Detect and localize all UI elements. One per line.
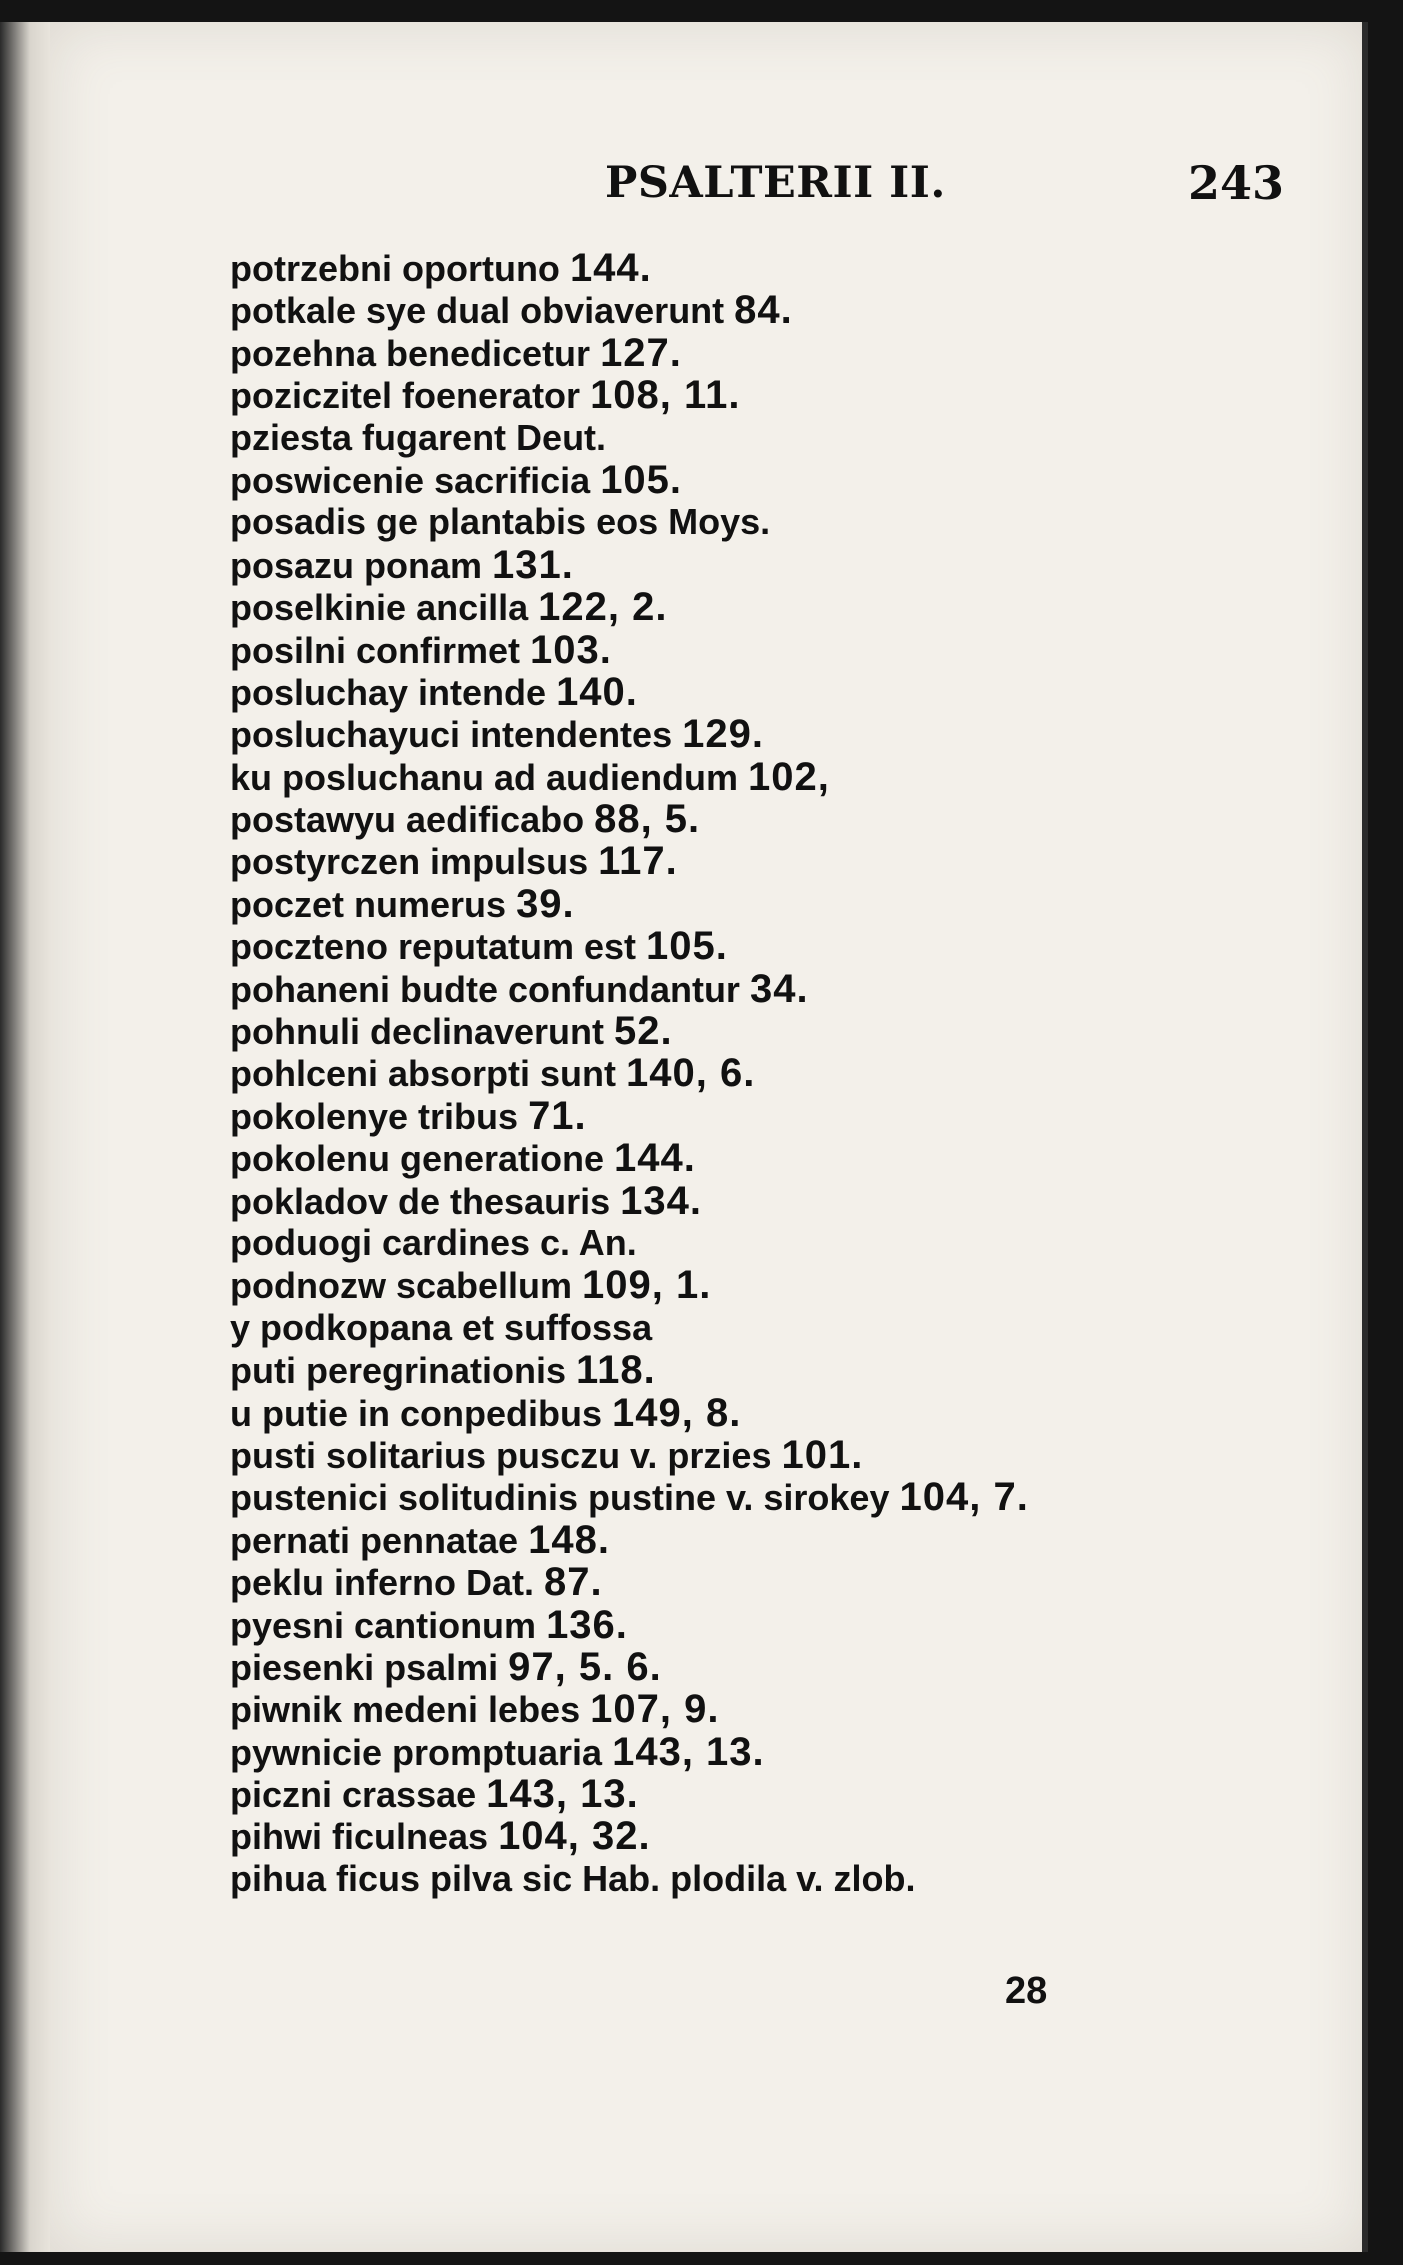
glossary-entry: [230, 247, 1029, 289]
entry-reference: 104, 32.: [498, 1814, 651, 1859]
page-number: 243: [1188, 156, 1285, 210]
entry-text: pohnuli declinaverunt: [230, 1011, 615, 1053]
glossary-entry: [230, 289, 1029, 331]
glossary-entry: [230, 459, 1029, 501]
glossary-entry: [230, 1561, 1029, 1603]
glossary-entry: [230, 798, 1029, 840]
entry-reference: 84.: [734, 288, 793, 333]
entry-reference: 140, 6.: [626, 1051, 756, 1096]
entry-reference: 87.: [544, 1560, 603, 1605]
entry-reference: 140.: [556, 669, 638, 714]
printer-signature-mark: 28: [1005, 1970, 1048, 2012]
glossary-entry: [230, 1264, 1029, 1306]
entry-text: poswicenie sacrificia: [230, 459, 601, 501]
glossary-entry: [230, 1095, 1029, 1137]
glossary-entry: [230, 671, 1029, 713]
entry-text: pokolenye tribus: [230, 1095, 529, 1137]
entry-reference: 127.: [600, 330, 682, 375]
book-page: [50, 22, 1368, 2252]
entry-text: poziczitel foenerator: [230, 375, 591, 417]
running-title: PSALTERII II.: [605, 158, 946, 208]
glossary-entry: [230, 1307, 1029, 1349]
entry-text: posluchayuci intendentes: [230, 714, 683, 756]
entry-reference: 101.: [781, 1432, 864, 1477]
entry-text: posluchay intende: [230, 671, 557, 713]
entry-reference: 71.: [528, 1093, 587, 1138]
glossary-entry: [230, 1137, 1029, 1179]
entry-text: poduogi cardines c. An.: [230, 1221, 637, 1263]
entry-text: u putie in conpedibus: [230, 1392, 612, 1434]
entry-text: pokolenu generatione: [230, 1138, 615, 1180]
glossary-entries: [230, 247, 1029, 1900]
glossary-entry: [230, 713, 1029, 755]
entry-reference: 107, 9.: [590, 1687, 720, 1732]
entry-text: poczteno reputatum est: [230, 926, 647, 968]
entry-reference: 97, 5. 6.: [508, 1644, 662, 1689]
entry-text: poselkinie ancilla: [230, 587, 539, 629]
entry-text: pihua ficus pilva sic Hab. plodila v. zlob.: [230, 1857, 916, 1899]
glossary-entry: [230, 501, 1029, 543]
entry-text: piczni crassae: [230, 1774, 487, 1816]
entry-reference: 136.: [546, 1602, 628, 1647]
glossary-entry: [230, 1646, 1029, 1688]
entry-text: postyrczen impulsus: [230, 841, 599, 883]
glossary-entry: [230, 1604, 1029, 1646]
entry-text: ku posluchanu ad audiendum: [230, 756, 749, 798]
glossary-entry: [230, 1858, 1029, 1900]
entry-reference: 39.: [516, 881, 575, 926]
entry-text: posilni confirmet: [230, 629, 531, 671]
glossary-entry: [230, 586, 1029, 628]
entry-text: pohaneni budte confundantur: [230, 968, 750, 1010]
entry-text: pusti solitarius pusczu v. przies: [230, 1434, 782, 1476]
glossary-entry: [230, 1392, 1029, 1434]
entry-reference: 149, 8.: [612, 1390, 742, 1435]
glossary-entry: [230, 1688, 1029, 1730]
entry-reference: 143, 13.: [612, 1729, 765, 1774]
entry-reference: 88, 5.: [594, 797, 701, 842]
glossary-entry: [230, 1434, 1029, 1476]
glossary-entry: [230, 1773, 1029, 1815]
entry-text: postawyu aedificabo: [230, 799, 595, 841]
entry-reference: 143, 13.: [486, 1772, 639, 1817]
entry-reference: 102,: [748, 754, 830, 799]
entry-text: pohlceni absorpti sunt: [230, 1053, 627, 1095]
entry-text: pozehna benedicetur: [230, 332, 601, 374]
entry-reference: 103.: [530, 627, 612, 672]
glossary-entry: [230, 756, 1029, 798]
entry-text: puti peregrinationis: [230, 1350, 577, 1392]
glossary-entry: [230, 1519, 1029, 1561]
entry-reference: 105.: [646, 924, 728, 969]
entry-reference: 109, 1.: [582, 1263, 712, 1308]
page-header: [50, 158, 1368, 218]
entry-reference: 144.: [569, 246, 652, 290]
entry-reference: 108, 11.: [590, 373, 741, 418]
entry-text: posazu ponam: [230, 544, 493, 586]
entry-text: pziesta fugarent Deut.: [230, 416, 607, 458]
entry-reference: 144.: [614, 1136, 696, 1181]
entry-text: pywnicie promptuaria: [230, 1731, 613, 1773]
page-gutter-shadow: [0, 22, 50, 2252]
entry-text: pokladov de thesauris: [230, 1180, 621, 1222]
glossary-entry: [230, 883, 1029, 925]
entry-text: piwnik medeni lebes: [230, 1689, 591, 1731]
glossary-entry: [230, 1052, 1029, 1094]
glossary-entry: [230, 1010, 1029, 1052]
glossary-entry: [230, 1180, 1029, 1222]
entry-text: potrzebni oportuno: [230, 248, 570, 289]
entry-reference: 105.: [600, 457, 683, 502]
entry-reference: 131.: [492, 542, 574, 587]
glossary-entry: [230, 840, 1029, 882]
entry-text: pustenici solitudinis pustine v. sirokey: [230, 1477, 900, 1519]
entry-text: pyesni cantionum: [230, 1604, 547, 1646]
glossary-entry: [230, 332, 1029, 374]
entry-reference: 34.: [749, 966, 809, 1011]
glossary-entry: [230, 417, 1029, 459]
entry-text: piesenki psalmi: [230, 1646, 509, 1688]
entry-text: poczet numerus: [230, 883, 517, 925]
glossary-entry: [230, 1815, 1029, 1857]
entry-text: peklu inferno Dat.: [230, 1562, 545, 1604]
entry-text: pernati pennatae: [230, 1519, 529, 1561]
entry-text: podnozw scabellum: [230, 1265, 583, 1307]
entry-text: y podkopana et suffossa: [230, 1306, 653, 1348]
entry-reference: 52.: [614, 1009, 673, 1054]
entry-reference: 117.: [598, 839, 678, 884]
glossary-entry: [230, 1349, 1029, 1391]
entry-reference: 134.: [620, 1178, 702, 1223]
entry-text: potkale sye dual obviaverunt: [230, 290, 735, 332]
entry-reference: 129.: [682, 712, 764, 757]
entry-reference: 148.: [528, 1517, 610, 1562]
entry-text: pihwi ficulneas: [230, 1816, 499, 1858]
glossary-entry: [230, 544, 1029, 586]
entry-reference: 118.: [576, 1348, 656, 1393]
glossary-entry: [230, 1731, 1029, 1773]
entry-text: posadis ge plantabis eos Moys.: [230, 501, 771, 543]
page-right-edge: [1362, 22, 1368, 2252]
glossary-entry: [230, 1222, 1029, 1264]
glossary-entry: [230, 629, 1029, 671]
glossary-entry: [230, 968, 1029, 1010]
entry-reference: 122, 2.: [538, 585, 668, 630]
glossary-entry: [230, 1476, 1029, 1518]
entry-reference: 104, 7.: [899, 1475, 1029, 1520]
glossary-entry: [230, 925, 1029, 967]
glossary-entry: [230, 374, 1029, 416]
